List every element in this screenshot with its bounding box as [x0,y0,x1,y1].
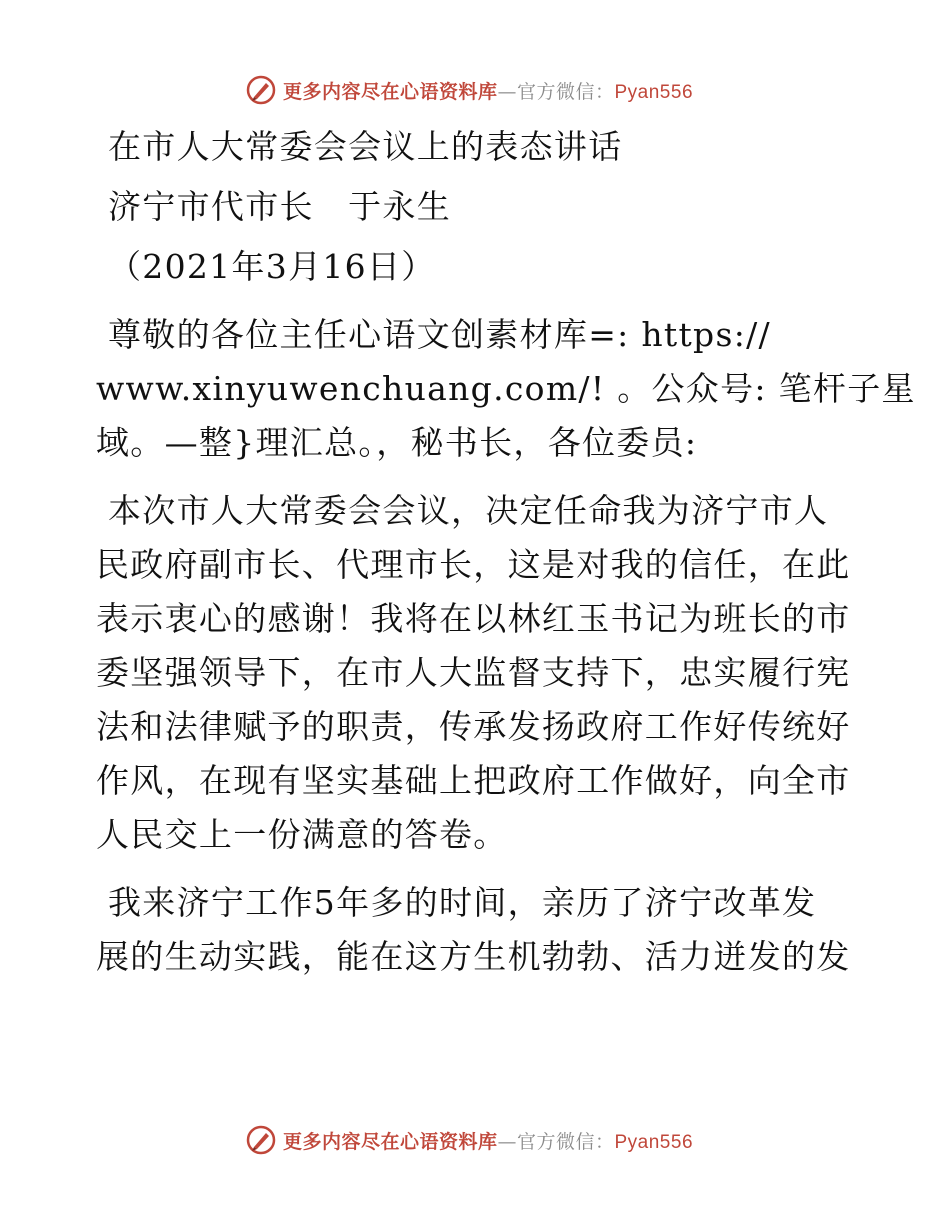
paragraph-line: 民政府副市长、代理市长，这是对我的信任，在此 [96,545,851,584]
quill-logo-icon [245,74,277,106]
watermark-id: Pyan556 [614,1131,694,1153]
paragraph-line: 本次市人大常委会会议，决定任命我为济宁市人 [108,491,829,530]
paragraph-line: 人民交上一份满意的答卷。 [96,815,508,854]
date-line: （2021年3月16日） [108,247,436,286]
document-body [96,120,916,998]
paragraph-line: 委坚强领导下，在市人大监督支持下，忠实履行宪 [96,653,851,692]
watermark-brand: 更多内容尽在心语资料库 [282,80,498,103]
paragraph-line: 我来济宁工作5年多的时间，亲历了济宁改革发 [108,883,817,922]
greeting-line: 域。—整}理汇总。，秘书长，各位委员: [96,423,698,462]
paragraph-line: 展的生动实践，能在这方生机勃勃、活力迸发的发 [96,937,851,976]
greeting-paragraph [96,308,916,470]
page-title: 在市人大常委会会议上的表态讲话 [108,127,623,166]
quill-logo-icon [245,1124,277,1156]
watermark-label: 官方微信： [516,80,615,103]
author-line: 济宁市代市长 于永生 [108,187,451,226]
watermark-dash: — [497,80,517,103]
paragraph-line: 法和法律赋予的职责，传承发扬政府工作好传统好 [96,707,851,746]
watermark-label: 官方微信： [516,1130,615,1153]
body-paragraph-1 [96,484,854,862]
watermark-group [245,1124,693,1156]
watermark-brand: 更多内容尽在心语资料库 [282,1130,498,1153]
watermark-text [283,77,693,104]
paragraph-line: 表示衷心的感谢！我将在以林红玉书记为班长的市 [96,599,851,638]
watermark-text [283,1127,693,1154]
body-paragraph-2 [96,876,854,984]
greeting-line: www.xinyuwenchuang.com/! 。公众号: 笔杆子星 [96,369,916,408]
header-watermark [0,70,950,110]
watermark-group [245,74,693,106]
watermark-dash: — [497,1130,517,1153]
paragraph-line: 作风，在现有坚实基础上把政府工作做好，向全市 [96,761,851,800]
greeting-line: 尊敬的各位主任心语文创素材库=: https:// [108,315,771,354]
watermark-id: Pyan556 [614,81,694,103]
footer-watermark [0,1120,950,1160]
